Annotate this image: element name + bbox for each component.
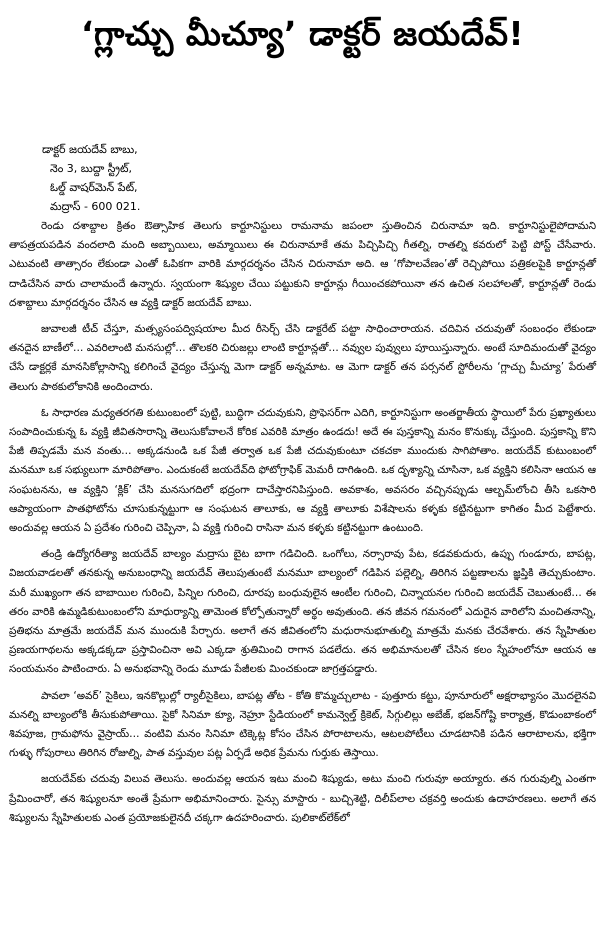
address-line-area: ఓల్డ్ వాషర్‌మెన్ పేట్,: [50, 181, 138, 194]
address-line-city: మద్రాస్ - 600 021.: [50, 200, 141, 213]
address-line-street: నెం 3, బుద్దా స్ట్రీట్,: [50, 162, 132, 175]
paragraph: ఓ సాధారణ మధ్యతరగతి కుటుంబంలో పుట్టి, బుద్ధిగా చదువుకుని, ప్రొఫెసర్‌గా ఎదిగి, కార్టూనిస్టుగా అంతర్జాతీయ స్థాయిలో పేరు ప్రఖ్యాతులు సంపాదించుకున్న ఓ వ్యక్తి జీవితసారాన్ని తెలుసుకోవాలనే కోరిక ఎవరికి మాత్రం ఉండదు! అదే ఈ పుస్తకాన్ని మనం కొనుక్కు చేస్తుంది. పుస్తకాన్ని కొని పేజీ తిప్పడమే మన వంతు… అక్కడనుండి ఒక పేజీ తర్వాత ఒక పేజీ చదువుకుంటూ చకచకా ముందుకు సాగిపోతాం. జయదేవ్ కుటుంబంలో మనమూ ఒక సభ్యులుగా మారిపోతాం. ఎందుకంటే జయదేవ్‌ది ఫోటోగ్రాఫిక్ మెమరీ దాగిఉంది. ఒక దృశ్యాన్ని చూసినా, ఒక వ్యక్తిని కలిసినా ఆయన ఆ సంఘటనను, ఆ వ్యక్తిని ‘క్లిక్’ చేసి మనసుగదిలో భద్రంగా దాచేస్తారనిపిస్తుంది. అవకాశం, అవసరం వచ్చినప్పుడు ఆల్బమ్‌లోంచి తీసి ఒకసారి ఆప్యాయంగా పాతఫోటోను చూసుకున్నట్టుగా ఆ సంఘటన తాలూకు, ఆ వ్యక్తి తాలూకు విశేషాలను కళ్ళకు కట్టినట్టుగా కాగితం మీద పెట్టేశారు. అందువల్ల ఆయన ఏ ప్రదేశం గురించి చెప్పినా, ఏ వ్యక్తి గురించి రాసినా మన కళ్ళకు కట్టినట్టుగా ఉంటుంది.: [9, 406, 596, 535]
paragraph: జయదేవ్‌కు చదువు విలువ తెలుసు. అందువల్ల ఆయన ఇటు మంచి శిష్యుడు, అటు మంచి గురువూ అయ్యారు. తన గురువుల్ని ఎంతగా ప్రేమించారో, తన శిష్యులనూ అంతే ప్రేమగా అభిమానించారు. సైన్సు మాస్టారు - బుచ్చిశెట్టి, దిలీప్‌లాల చక్రవర్తి అందుకు ఉదాహరణలు. అలాగే తన శిష్యులను స్నేహితులకు ఎంత ప్రయోజకులైనదీ చక్కగా ఉదహరించారు. పులికాట్‌లేక్‌లో: [9, 773, 596, 824]
paragraph: తండ్రి ఉద్యోగరీత్యా జయదేవ్ బాల్యం మద్రాసు బైట బాగా గడిచింది. ఒంగోలు, నర్సారావు పేట, కడవకుదురు, ఉప్పు గుండూరు, బాపట్ల, విజయవాడలతో తనకున్న అనుబంధాన్ని జయదేవ్ తెలుపుతుంటే మనమూ బాల్యంలో గడిపిన పల్లెల్ని, తిరిగిన పట్టణాలను జ్ఞప్తికి తెచ్చుకుంటాం. మరీ ముఖ్యంగా తన బాబాయిల గురించి, పిన్నిల గురించి, దూరపు బంధువులైన ఆంటీల గురించి, చిన్నాయనల గురించి జయదేవ్ చెబుతుంటే… ఈ తరం వారికి ఉమ్మడికుటుంబంలోని మాధుర్యాన్ని తామెంత కోల్పోతున్నారో అర్థం అవుతుంది. తన జీవన గమనంలో ఎదురైన వారిలోని మంచితనాన్ని, ప్రతిభను మాత్రమే జయదేవ్ మన ముందుకి పేర్చారు. అలాగే తన జీవితంలోని మధురానుభూతుల్ని మాత్రమే మనకు చేరవేశారు. తన స్నేహితుల ప్రణయగాథలను అక్కడక్కడా ప్రస్తావించినా అవి ఎక్కడా శ్రుతిమించి రాగాన పడలేదు. తన అభిమానులతో చేసిన కలం స్నేహంలోనూ ఆయన ఆ సంయమనం పాటించారు. ఏ అనుభవాన్ని రెండు మూడు పేజీలకు మించకుండా జాగ్రత్తపడ్డారు.: [9, 548, 596, 676]
postal-address: [42, 140, 596, 216]
document-page: [0, 14, 605, 944]
paragraph: రెండు దశాబ్దాల క్రితం ఔత్సాహిక తెలుగు కార్టూనిస్టులు రామనామ జపంలా స్తుతించిన చిరునామా ఇది. కార్టూనిస్టులైపోదామని తాపత్రయపడిన వందలాది మంది అబ్బాయిలు, అమ్మాయిలు ఈ చిరునామాకే తమ పిచ్చిపిచ్చి గీతల్ని, రాతల్ని కవరులో పెట్టి పోస్ట్ చేసేవారు. ఎటువంటి తాత్సారం లేకుండా ఎంతో ఓపికగా వారికి మార్గదర్శనం చేసిన చిరునామా అది. ఆ ‘గోపాలవేణం’తో రెచ్చిపోయి పత్రికలపైకి కార్టూన్లతో దాడిచేసిన వారు చాలామందే ఉన్నారు. స్వయంగా శిష్యుల చేయి పట్టుకుని కార్టూన్లు గీయించకపోయినా తన ఉచిత సలహాలతో, కార్టూన్లతో రెండు దశాబ్దాలు మార్గదర్శనం చేసిన ఆ వ్యక్తి డాక్టర్ జయదేవ్ బాబు.: [9, 220, 596, 309]
article-body: [9, 217, 596, 828]
paragraph: పావలా ‘అవర్’ సైకిలు, ఇనకొల్లుల్లో ర్యాలీసైకిలు, బాపట్ల తోట - కోతి కొమ్మచ్చులాట - పుత్తూరు కట్టు, పూనూరులో అక్షరాభ్యాసం మొదలైనవి మనల్ని బాల్యంలోకి తీసుకుపోతాయి. సైకో సినిమా క్యూ, నెహ్రూ స్టేడియంలో కామన్వెల్త్ క్రికెట్, సిగ్గులిల్లు అబేజ్, భజన్‌గోష్టి కార్యాత్ర, కొడుంబాకంలో శివపూజ, గ్రామఫోను వైస్రాయ్… వంటివి మనం సినిమా టిక్కెట్ల కోసం చేసిన పోరాటాలను, ఆటలపోటీలు చూడటానికి పడిన ఆరాటాలను, భక్తిగా గుళ్ళు గోపురాలు తిరిగిన రోజుల్ని, పాత వస్తువుల పట్ల ఏర్పడే అధిక ప్రేమను గుర్తుకు తెస్తాయి.: [9, 689, 596, 760]
paragraph: జువాలజీ టీచ్ చేస్తూ, మత్స్యసంపద్విషయాల మీద రీసెర్చ్ చేసి డాక్టరేట్ పట్టా సాధించారాయన. చదివిన చదువుతో సంబంధం లేకుండా తనదైన బాణీలో… ఎవరిలాంటి మనసుల్లో… తొలకరి చిరుజల్లు లాంటి కార్టూన్లతో… నవ్వుల పువ్వులు పూయిస్తున్నారు. అంటే సూదిమందుతో వైద్యం చేసే డాక్టర్లకే మానసికోల్లాసాన్ని కలిగించే వైద్యం చేస్తున్న మెగా డాక్టర్ అన్నమాట. ఆ మెగా డాక్టర్ తన పర్సనల్ స్టోరీలను ‘గ్లాచ్చు మీచ్యూ’ పేరుతో తెలుగు పాఠకులోకానికి అందించారు.: [9, 323, 596, 393]
page-title: ‘గ్లాచ్చు మీచ్యూ’ డాక్టర్ జయదేవ్!: [80, 14, 525, 53]
address-line-name: డాక్టర్ జయదేవ్ బాబు,: [42, 143, 138, 156]
